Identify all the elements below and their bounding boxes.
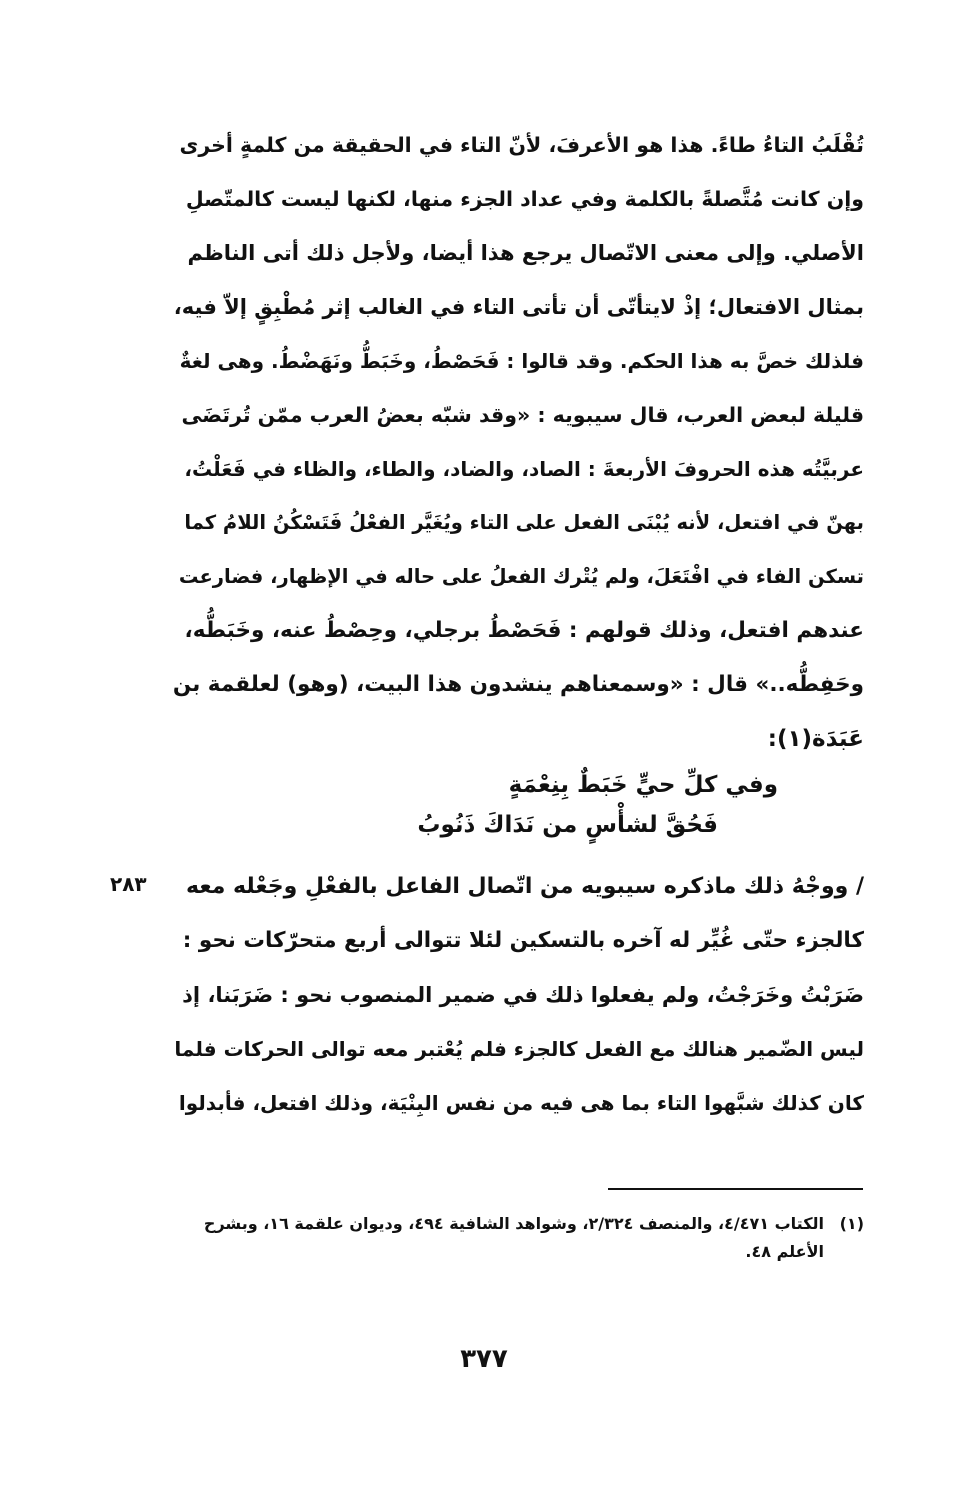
text-line: ضَرَبْتُ وخَرَجْتُ، ولم يفعلوا ذلك في ضمير المنصوب نحو : ضَرَبَنا، إذ: [182, 983, 864, 1007]
text-line: عندهم افتعل، وذلك قولهم : فَحَصْطُ برجلي، وحِصْطُ عنه، وخَبَطُّه،: [184, 618, 864, 643]
second-paragraph: [172, 860, 864, 1130]
footnote-text: الكتاب ٤/٤٧١، والمنصف ٢/٣٢٤، وشواهد الشافية ٤٩٤، وديوان علقمة ١٦، وبشرح: [203, 1214, 824, 1233]
text-line: / ووجْهُ ذلك ماذكره سيبويه من اتّصال الفاعل بالفعْلِ وجَعْله معه: [186, 874, 864, 899]
text-line: فلذلك خصَّ به هذا الحكم. وقد قالوا : فَحَصْطُ، وخَبَطُّ ونَهَضْطُ. وهى لغةٌ: [179, 349, 864, 373]
text-line: الأصلي. وإلى معنى الاتّصال يرجع هذا أيضا، ولأجل ذلك أتى الناظم: [187, 241, 864, 265]
page-number: ٣٧٧: [460, 1344, 508, 1374]
text-line: كان كذلك شبَّهوا التاء بما هى فيه من نفس البِنْيَة، وذلك افتعل، فأبدلوا: [178, 1091, 864, 1115]
text-line: وإن كانت مُتَّصلةً بالكلمة وفي عداد الجزء منها، لكنها ليست كالمتّصلِ: [185, 187, 864, 211]
footnote-line: الأعلم ٤٨.: [745, 1242, 824, 1261]
footnote-number: (١): [839, 1214, 864, 1233]
text-line: قليلة لبعض العرب، قال سيبويه : «وقد شبّه بعضُ العرب ممّن تُرتَضَى: [181, 403, 864, 427]
footnote-separator: [608, 1188, 863, 1190]
verse-hemistich-second: فَحُقَّ لشأْسٍ من نَدَاكَ ذَنُوبُ: [417, 812, 718, 838]
text-line: بمثال الافتعال؛ إذْ لايتأتّى أن تأتى التاء في الغالب إثر مُطْبِقٍ إلاّ فيه،: [173, 295, 864, 319]
text-line: وحَفِطُّه..» قال : «وسمعناهم ينشدون هذا البيت، (وهو) لعلقمة بن: [172, 672, 864, 697]
footnote-line: [172, 1210, 864, 1238]
text-line: كالجزء حتّى غُيِّر له آخره بالتسكين لئلا تتوالى أربع متحرّكات نحو :: [182, 928, 864, 953]
text-line: عربيَّتُه هذه الحروفَ الأربعةَ : الصاد، والضاد، والطاء، والظاء في فَعَلْتُ،: [184, 457, 864, 481]
main-paragraph: [172, 118, 864, 766]
footnotes: [172, 1210, 864, 1266]
text-line: تسكن الفاء في افْتَعَلَ، ولم يُتْرك الفعلُ على حاله في الإظهار، فضارعت: [178, 565, 864, 588]
text-line: ليس الضّمير هنالك مع الفعل كالجزء فلم يُعْتبر معه توالى الحركات فلما: [174, 1037, 864, 1061]
text-line: بهنّ في افتعل، لأنه يُبْنَى الفعل على التاء ويُغَيَّر الفعْلُ فَتَسْكُنُ اللامُ كما: [184, 511, 864, 534]
text-line: تُقْلَبُ التاءُ طاءً. هذا هو الأعرفَ، لأنّ التاء في الحقيقة من كلمةٍ أخرى: [179, 133, 864, 157]
margin-page-reference: ٢٨٣: [110, 872, 147, 896]
verse-hemistich-first: وفي كلِّ حيٍّ خَبَطٌ بِنِعْمَةٍ: [508, 772, 778, 798]
text-line: عَبَدَة(١):: [767, 726, 864, 752]
